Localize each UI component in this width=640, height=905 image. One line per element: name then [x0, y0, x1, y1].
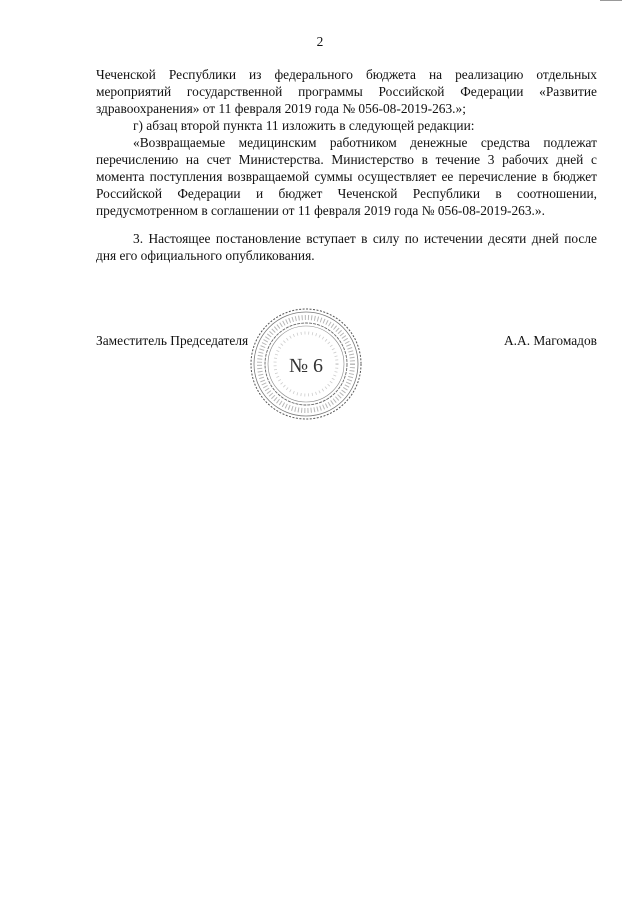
- paragraph-amendment-g: г) абзац второй пункта 11 изложить в следующей редакции:: [133, 118, 475, 133]
- paragraph-effective-date: 3. Настоящее постановление вступает в силу по истечении десяти дней после дня его официального опубликования.: [96, 231, 597, 263]
- stamp-seal-icon: [248, 306, 364, 422]
- signatory-title: Заместитель Председателя: [96, 333, 249, 348]
- paragraph-quoted-text: «Возвращаемые медицинским работником денежные средства подлежат перечислению на счет Министерства. Министерство в течение 3 рабочих дней с момента поступления возвращаемой суммы осуществляет ее перечисление в бюджет Российской Федерации и бюджет Чеченской Республики в соотношении, предусмотренном в соглашении от 11 февраля 2019 года № 056-08-2019-263.».: [96, 135, 597, 218]
- page-number: 2: [316, 34, 324, 49]
- stamp-number: № 6: [288, 355, 324, 377]
- official-stamp: [248, 306, 364, 422]
- signatory-name: А.А. Магомадов: [504, 333, 597, 348]
- corner-mark: [600, 0, 622, 1]
- body-text: [96, 66, 597, 264]
- paragraph-continuation: Чеченской Республики из федерального бюджета на реализацию отдельных мероприятий государственной программы Российской Федерации «Развитие здравоохранения» от 11 февраля 2019 года № 056-08-2019-263.»;: [96, 67, 597, 116]
